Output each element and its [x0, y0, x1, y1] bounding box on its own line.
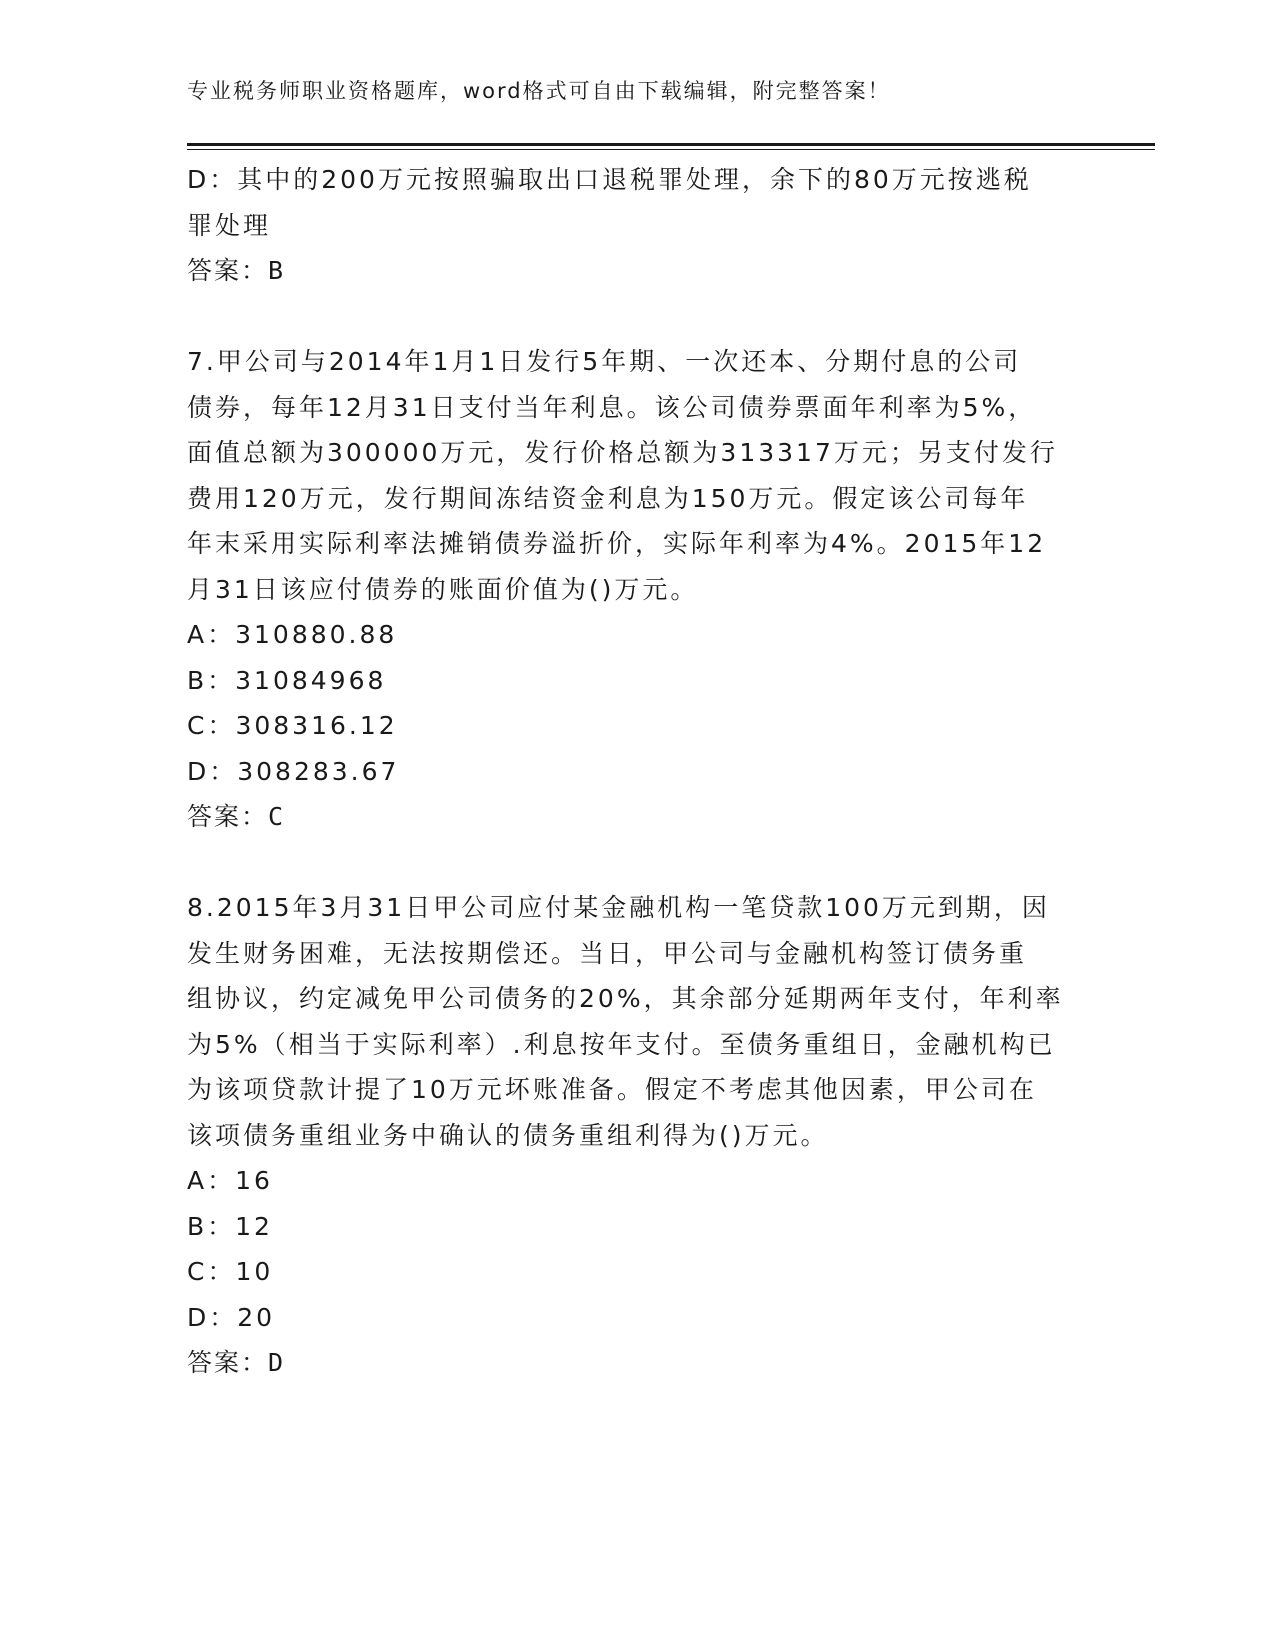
answer-line	[187, 794, 1087, 840]
spacer	[187, 840, 1087, 886]
question-stem-line: 月31日该应付债券的账面价值为()万元。	[187, 574, 699, 604]
question-stem-line: 债券，每年12月31日支付当年利息。该公司债券票面年利率为5%，	[187, 392, 1037, 422]
prev-question-tail	[187, 157, 1087, 294]
document-body	[187, 157, 1087, 1386]
option-d-line: D：其中的200万元按照骗取出口退税罪处理，余下的80万元按逃税	[187, 165, 1032, 194]
option-d-line: 罪处理	[187, 210, 272, 240]
answer-value: D	[268, 1348, 284, 1377]
question-stem-line: 年末采用实际利率法摊销债券溢折价，实际年利率为4%。2015年12	[187, 529, 1047, 558]
page-header: 专业税务师职业资格题库，word格式可自由下载编辑，附完整答案！	[187, 79, 891, 103]
question-stem-line: 发生财务困难，无法按期偿还。当日，甲公司与金融机构签订债务重	[187, 938, 1028, 968]
option-b: B：31084968	[187, 665, 387, 695]
option-d: D：308283.67	[187, 756, 400, 786]
answer-label: 答案：	[187, 1348, 269, 1377]
header-divider-thin	[187, 149, 1155, 150]
option-c: C：308316.12	[187, 711, 398, 740]
answer-label: 答案：	[187, 256, 269, 285]
answer-line	[187, 1340, 1087, 1386]
header-divider-thick	[187, 143, 1155, 146]
question-7	[187, 339, 1087, 840]
spacer	[187, 294, 1087, 340]
option-a: A：16	[187, 1166, 273, 1195]
option-b: B：12	[187, 1211, 273, 1241]
question-8	[187, 885, 1087, 1386]
question-stem-line: 8.2015年3月31日甲公司应付某金融机构一笔贷款100万元到期，因	[187, 893, 1050, 922]
question-stem-line: 该项债务重组业务中确认的债务重组利得为()万元。	[187, 1120, 829, 1150]
answer-label: 答案：	[187, 802, 269, 831]
question-stem-line: 为该项贷款计提了10万元坏账准备。假定不考虑其他因素，甲公司在	[187, 1075, 1037, 1104]
question-stem-line: 7.甲公司与2014年1月1日发行5年期、一次还本、分期付息的公司	[187, 347, 1022, 376]
option-c: C：10	[187, 1257, 274, 1286]
option-d: D：20	[187, 1302, 276, 1332]
option-a: A：310880.88	[187, 620, 398, 649]
question-stem-line: 面值总额为300000万元，发行价格总额为313317万元；另支付发行	[187, 438, 1058, 467]
question-stem-line: 费用120万元，发行期间冻结资金利息为150万元。假定该公司每年	[187, 483, 1029, 513]
question-stem-line: 组协议，约定减免甲公司债务的20%，其余部分延期两年支付，年利率	[187, 984, 1064, 1013]
answer-value: B	[268, 256, 284, 285]
answer-value: C	[268, 802, 284, 831]
question-stem-line: 为5%（相当于实际利率）.利息按年支付。至债务重组日，金融机构已	[187, 1029, 1056, 1059]
answer-line	[187, 248, 1087, 294]
